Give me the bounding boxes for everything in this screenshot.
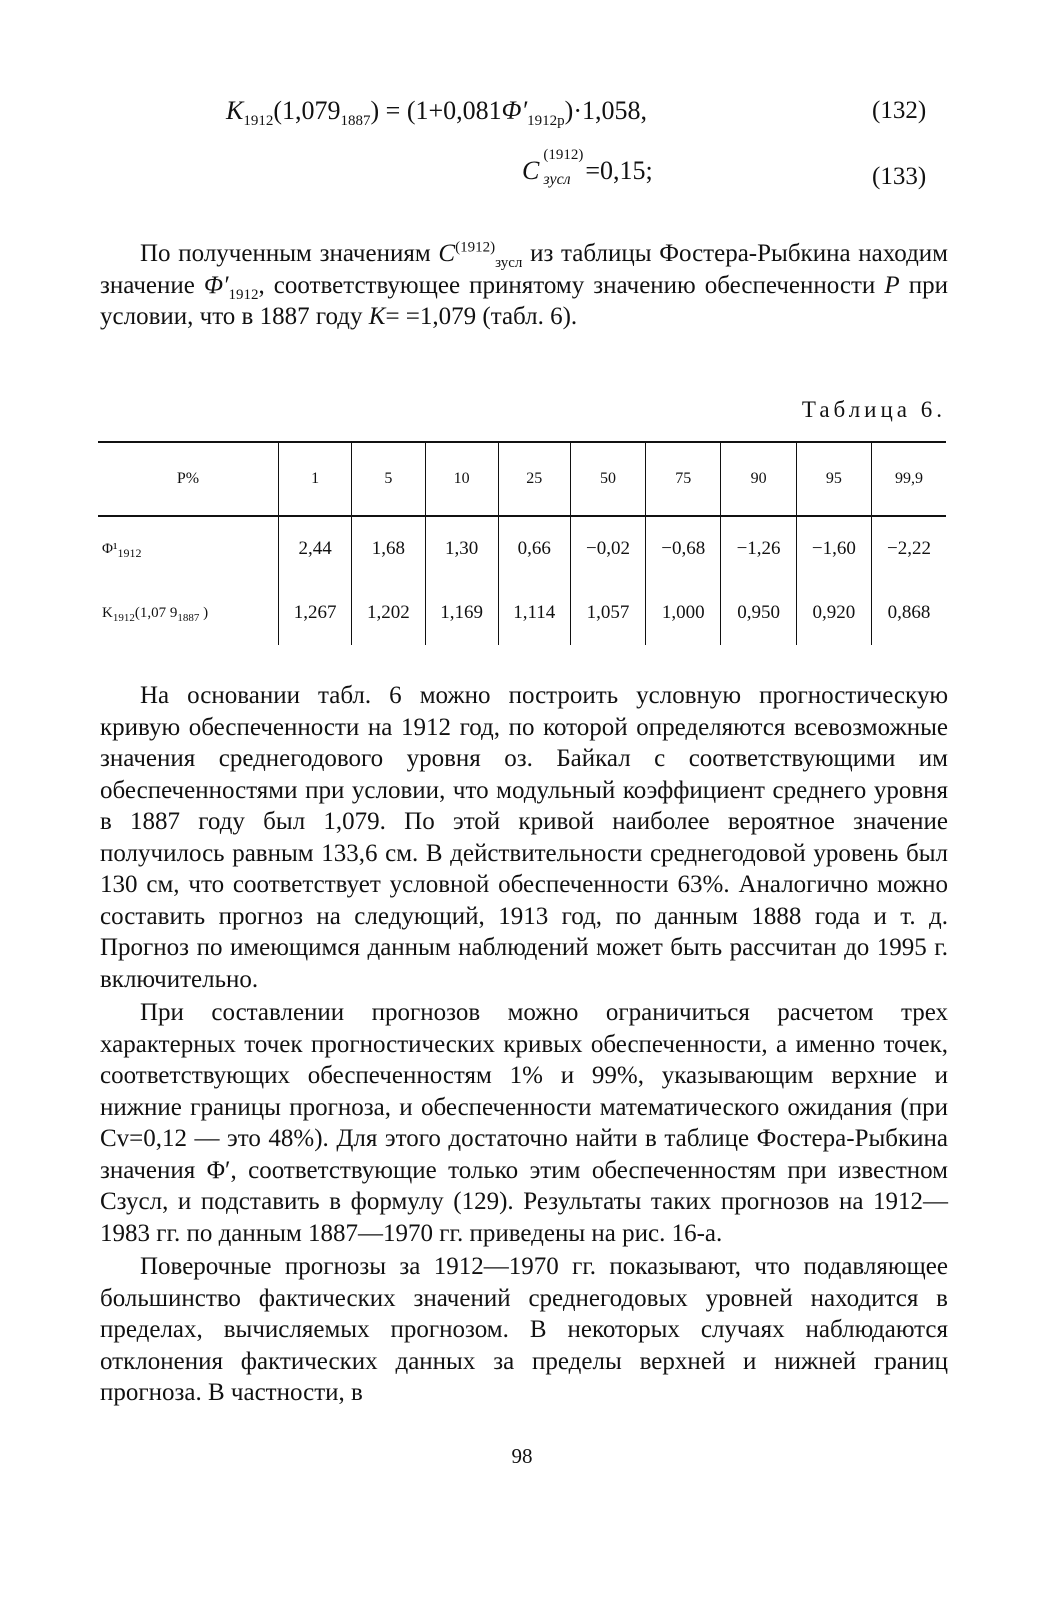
table-cell: 0,868 bbox=[872, 581, 946, 645]
k-subscript: 1912 bbox=[243, 113, 274, 130]
table-cell: 0,950 bbox=[721, 581, 796, 645]
table-cell: 2,44 bbox=[279, 516, 352, 581]
paragraph-2: При составлении прогнозов можно ограничиться расчетом трех характерных точек прогностических кривых обеспеченности, а именно точек, соответствующих обеспеченностям 1% и 99%, указывающим верхние и нижние границы прогноза, и обеспеченности математического ожидания (при Cv=0,12 — это 48%). Для этого достаточно найти в таблице Фостера-Рыбкина значения Φ′, соответствующие только этим обеспеченностям при известном Cзусл, и подставить в формулу (129). Результаты таких прогнозов на 1912—1983 гг. по данным 1887—1970 гг. приведены на рис. 16-а. bbox=[100, 999, 948, 1247]
table-cell: 0,66 bbox=[498, 516, 570, 581]
table-cell: 1,057 bbox=[570, 581, 645, 645]
c-superscript: (1912) bbox=[543, 147, 584, 163]
row-label-phi: $\Phi^1_{1912}$ bbox=[102, 540, 142, 560]
formula-133 bbox=[522, 147, 653, 193]
row-label-k: $K_{1912}(1,07$ $9_{1887}$ ) bbox=[102, 604, 209, 624]
table-cell: −2,22 bbox=[872, 516, 946, 581]
equation-number-132: (132) bbox=[872, 97, 927, 124]
table-cell: −0,68 bbox=[646, 516, 721, 581]
header-label: P% bbox=[98, 442, 279, 516]
body-text bbox=[100, 680, 948, 1409]
phi-subscript: 1912p bbox=[527, 113, 565, 130]
table-cell: −1,26 bbox=[721, 516, 796, 581]
formula-rhs-end: )·1,058, bbox=[564, 96, 647, 125]
c-subscript: зусл bbox=[543, 171, 571, 188]
paragraph-3: Поверочные прогнозы за 1912—1970 гг. показывают, что подавляющее большинство фактических значений среднегодовых уровней находится в пределах, вычисляемых прогнозом. В некоторых случаях наблюдаются отклонения фактических данных за пределы верхней и нижней границ прогноза. В частности, в bbox=[100, 1253, 948, 1406]
header-cell: 25 bbox=[498, 442, 570, 516]
table-6 bbox=[98, 441, 946, 645]
table-cell: 1,000 bbox=[646, 581, 721, 645]
header-cell: 95 bbox=[796, 442, 871, 516]
k-argument-subscript: 1887 bbox=[340, 113, 371, 130]
intro-paragraph: По полученным значениям $C^{(1912)}_{зусл}$ из таблицы Фостера-Рыбкина находим значение $\Phi'_{1912}$, соответствующее принятому значению обеспеченности P при условии, что в 1887 году K= =1,079 (табл. 6). bbox=[100, 239, 949, 330]
table-cell: 1,114 bbox=[498, 581, 570, 645]
table-cell: −1,60 bbox=[796, 516, 871, 581]
header-cell: 99,9 bbox=[872, 442, 946, 516]
header-cell: 90 bbox=[721, 442, 796, 516]
table-row-phi bbox=[98, 516, 946, 581]
table-row-k bbox=[98, 581, 946, 645]
formula-rhs: =0,15; bbox=[585, 155, 653, 185]
table-cell: 1,68 bbox=[352, 516, 425, 581]
equation-number-133: (133) bbox=[872, 163, 927, 190]
header-cell: 50 bbox=[570, 442, 645, 516]
header-cell: 10 bbox=[425, 442, 498, 516]
table-cell: 1,202 bbox=[352, 581, 425, 645]
paragraph-1: На основании табл. 6 можно построить условную прогностическую кривую обеспеченности на 1912 год, по которой определяются всевозможные значения среднегодового уровня оз. Байкал с соответствующими им обеспеченностями при условии, что модульный коэффициент среднего уровня в 1887 году был 1,079. По этой кривой наиболее вероятное значение получилось равным 133,6 см. В действительности среднегодовой уровень был 130 см, что соответствует условной обеспеченности 63%. Аналогично можно составить прогноз на следующий, 1913 год, по данным 1888 года и т. д. Прогноз по имеющимся данным наблюдений может быть рассчитан до 1995 г. включительно. bbox=[100, 682, 948, 993]
phi-symbol: Φ′ bbox=[203, 271, 229, 299]
header-cell: 1 bbox=[279, 442, 352, 516]
table-cell: 1,267 bbox=[279, 581, 352, 645]
table-cell: 1,30 bbox=[425, 516, 498, 581]
header-cell: 5 bbox=[352, 442, 425, 516]
table-cell: −0,02 bbox=[570, 516, 645, 581]
c-symbol: C bbox=[522, 155, 540, 185]
formula-rhs-start: ) = (1+0,081 bbox=[370, 96, 502, 125]
c-symbol: C bbox=[438, 240, 456, 267]
table-cell: 0,920 bbox=[796, 581, 871, 645]
formula-132 bbox=[226, 96, 647, 130]
phi-symbol: Φ′ bbox=[501, 96, 528, 125]
table-cell: 1,169 bbox=[425, 581, 498, 645]
page-number: 98 bbox=[511, 1444, 533, 1468]
k-symbol: K bbox=[226, 96, 244, 125]
table-header-row bbox=[98, 442, 946, 516]
table-title: Таблица 6. bbox=[801, 397, 946, 422]
k-argument: (1,079 bbox=[273, 96, 341, 125]
header-cell: 75 bbox=[646, 442, 721, 516]
